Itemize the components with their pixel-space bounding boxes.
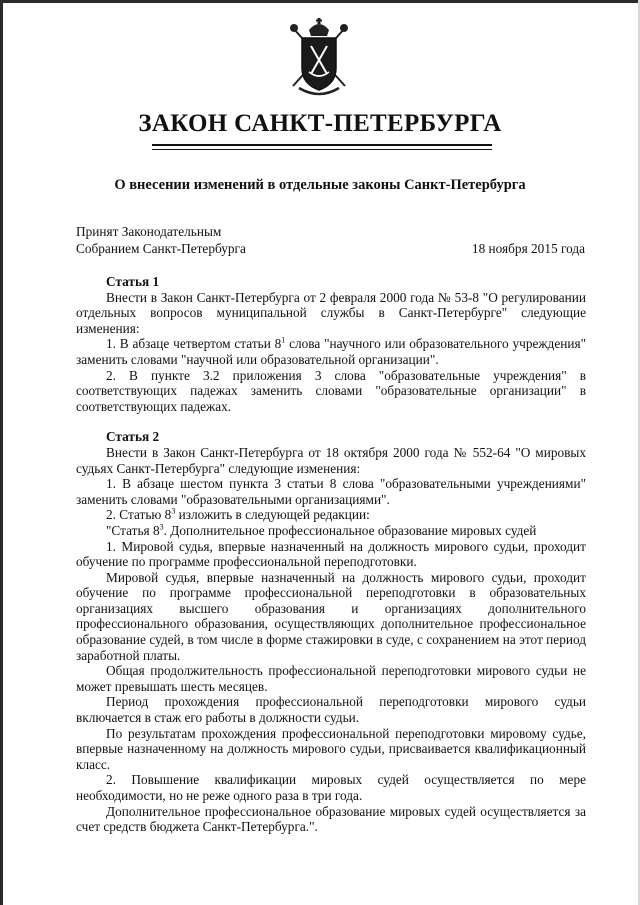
adoption-statement — [76, 223, 246, 257]
scan-border-top — [0, 0, 640, 3]
adoption-line: Принят Законодательным — [76, 224, 222, 239]
paragraph: 2. Повышение квалификации мировых судей осуществляется по мере необходимости, но не реже одного раза в три года. — [76, 772, 586, 803]
paragraph: 1. Мировой судья, впервые назначенный на должность мирового судьи, проходит обучение по программе профессиональной переподготовки. — [76, 538, 586, 570]
article-intro: Внести в Закон Санкт-Петербурга от 2 февраля 2000 года № 53-8 "О регулировании отдельных вопросов муниципальной службы в Санкт-Петербурге" следующие изменения: — [76, 289, 586, 336]
law-subtitle: О внесении изменений в отдельные законы Санкт-Петербурга — [114, 177, 526, 193]
paragraph: Общая продолжительность профессиональной переподготовки мирового судьи не может превышать шесть месяцев. — [76, 663, 586, 694]
article-item: 1. В абзаце четвертом статьи $8^1$ слова "научного или образовательного учреждения" заменить словами "научной или образовательной организации". — [76, 335, 586, 367]
spb-coat-of-arms-icon — [287, 16, 351, 98]
paragraph: По результатам прохождения профессиональной переподготовки мировому судье, впервые назначенному на должность мирового судьи, присваивается квалификационный класс. — [76, 725, 586, 772]
article-heading: Статья 1 — [106, 274, 160, 289]
quoted-article-title: "Статья $8^3$. Дополнительное профессиональное образование мировых судей — [106, 522, 537, 538]
adoption-line: Собранием Санкт-Петербурга — [76, 241, 246, 256]
article-heading: Статья 2 — [106, 429, 160, 445]
title-underline-thin — [152, 149, 492, 150]
adoption-date: 18 ноября 2015 года — [471, 241, 585, 256]
article-item: 2. Статью $8^3$ изложить в следующей редакции: — [106, 506, 370, 523]
law-title: ЗАКОН САНКТ-ПЕТЕРБУРГА — [138, 110, 502, 137]
paragraph: Мировой судья, впервые назначенный на должность мирового судьи, проходит обучение по программе профессиональной переподготовки в образовательных организациях высшего образования и организациях дополнительного профессионального образования, осуществляющих дополнительное профессиональное образование судей, в том числе в форме стажировки в суде, с сохранением на этот период заработной платы. — [76, 569, 586, 663]
title-underline — [152, 144, 492, 146]
article-intro: Внести в Закон Санкт-Петербурга от 18 октября 2000 года № 552-64 "О мировых судьях Санкт-Петербурга" следующие изменения: — [76, 444, 586, 476]
paragraph: Период прохождения профессиональной переподготовки мирового судьи включается в стаж его работы в должности судьи. — [76, 694, 586, 726]
article-item: 1. В абзаце шестом пункта 3 статьи 8 слова "образовательными учреждениями" заменить словами "образовательными организациями". — [76, 476, 586, 507]
law-body — [76, 274, 586, 835]
paragraph: Дополнительное профессиональное образование мировых судей осуществляется за счет средств бюджета Санкт-Петербурга.". — [76, 803, 586, 835]
article-item: 2. В пункте 3.2 приложения 3 слова "образовательные учреждения" в соответствующих падежах заменить словами "образовательные организации" в соответствующих падежах. — [76, 367, 586, 414]
